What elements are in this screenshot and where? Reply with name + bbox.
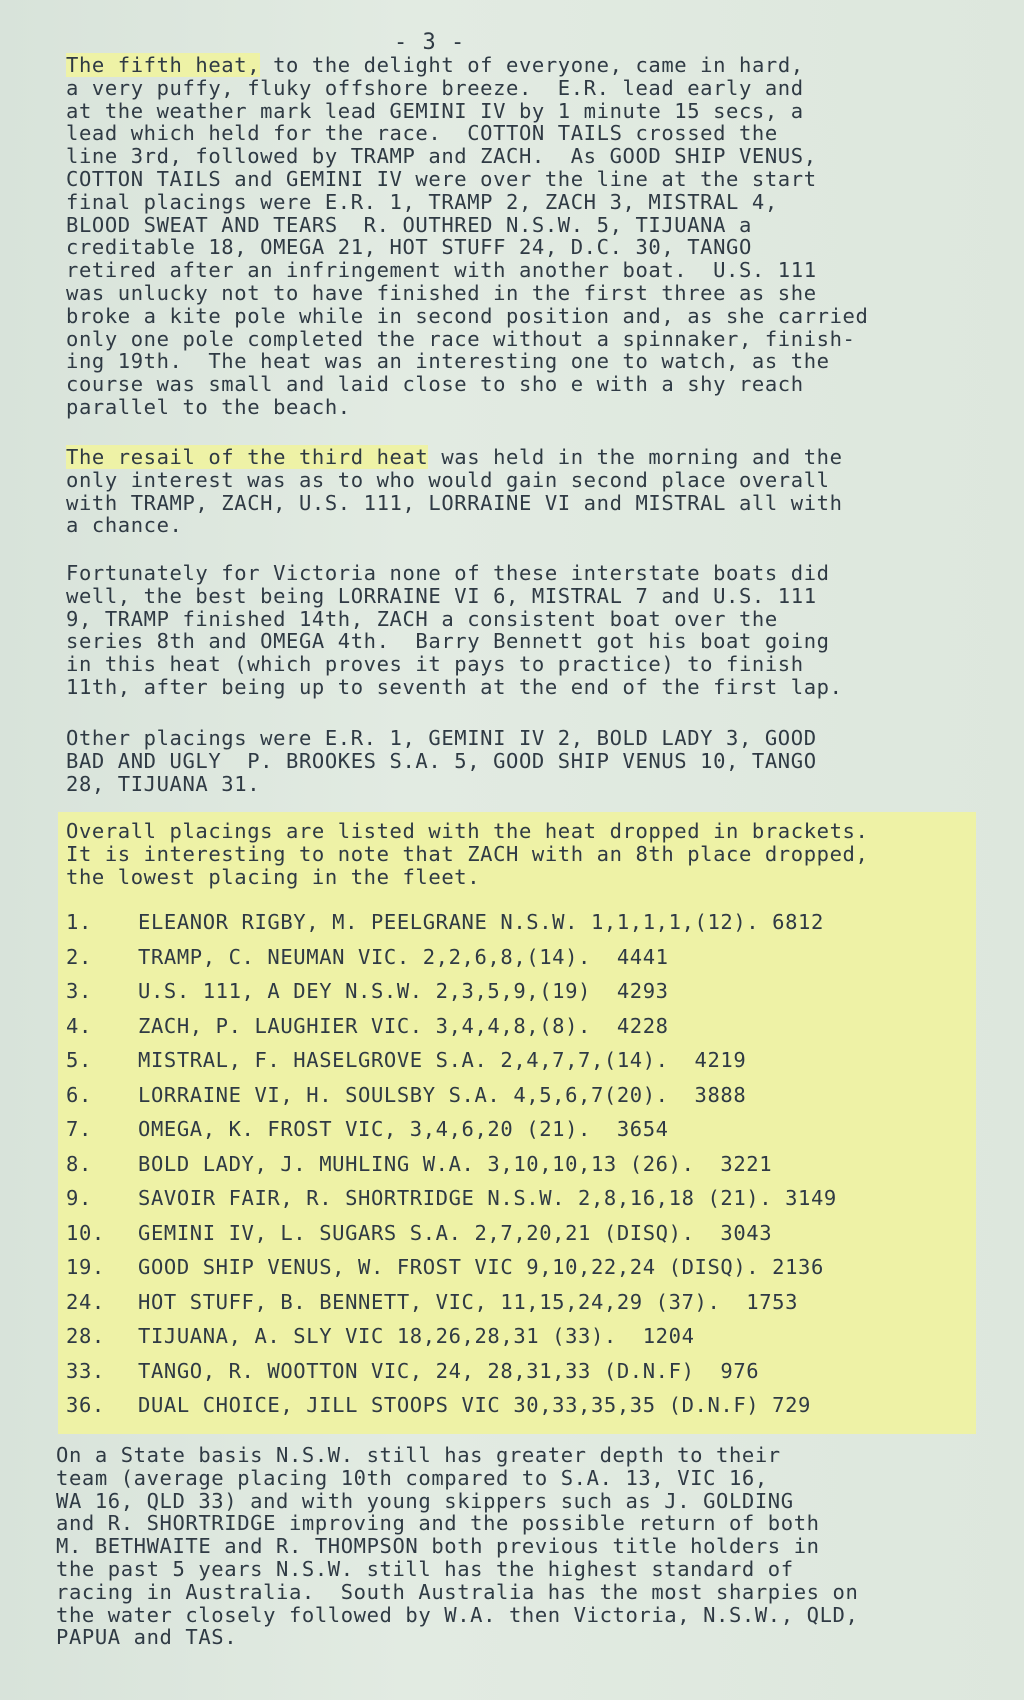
standing-row xyxy=(66,945,966,980)
paragraph-other-placings: Other placings were E.R. 1, GEMINI IV 2, BOLD LADY 3, GOOD BAD AND UGLY P. BROOKES S.A. 5, GOOD SHIP VENUS 10, TANGO 28, TIJUANA 31. xyxy=(66,726,817,796)
paragraph-fifth-heat xyxy=(66,54,986,419)
standing-entry: TRAMP, C. NEUMAN VIC. 2,2,6,8,(14). 4441 xyxy=(138,944,669,969)
standing-position: 6. xyxy=(66,1082,92,1107)
standing-position: 19. xyxy=(66,1255,105,1279)
highlight-resail: The resail of the third heat xyxy=(66,445,429,469)
standing-position: 28. xyxy=(66,1324,105,1348)
standing-entry: LORRAINE VI, H. SOULSBY S.A. 4,5,6,7(20). 3888 xyxy=(138,1082,747,1107)
standing-row xyxy=(66,1117,966,1152)
overall-placings-section xyxy=(58,812,976,1434)
standing-position: 10. xyxy=(66,1220,105,1245)
standing-position: 33. xyxy=(66,1358,105,1383)
standing-row xyxy=(66,1152,966,1187)
standing-entry: U.S. 111, A DEY N.S.W. 2,3,5,9,(19) 4293 xyxy=(138,979,669,1003)
standing-position: 36. xyxy=(66,1393,105,1417)
standing-position: 7. xyxy=(66,1117,92,1141)
standing-entry: ELEANOR RIGBY, M. PEELGRANE N.S.W. 1,1,1,1,(12). 6812 xyxy=(138,910,824,934)
highlight-fifth-heat: The fifth heat, xyxy=(66,53,261,77)
standing-entry: GEMINI IV, L. SUGARS S.A. 2,7,20,21 (DISQ). 3043 xyxy=(138,1220,773,1245)
fifth-heat-first-line: to the delight of everyone, came in hard, xyxy=(260,53,804,77)
standing-entry: DUAL CHOICE, JILL STOOPS VIC 30,33,35,35 (D.N.F) 729 xyxy=(138,1393,811,1417)
standing-entry: BOLD LADY, J. MUHLING W.A. 3,10,10,13 (26). 3221 xyxy=(138,1151,773,1176)
overall-intro: Overall placings are listed with the heat dropped in brackets. It is interesting to note that ZACH with an 8th place dropped, the lowest placing in the fleet. xyxy=(66,819,869,889)
resail-body: only interest was as to who would gain second place overall with TRAMP, ZACH, U.S. 111, LORRAINE VI and MISTRAL all with a chance. xyxy=(66,467,843,538)
standing-row xyxy=(66,1048,966,1083)
paragraph-resail xyxy=(66,446,986,537)
standing-row xyxy=(66,979,966,1014)
standing-position: 1. xyxy=(66,910,92,934)
standing-row xyxy=(66,1255,966,1290)
paragraph-state-basis: On a State basis N.S.W. still has greater depth to their team (average placing 10th compared to S.A. 13, VIC 16, WA 16, QLD 33) and with young skippers such as J. GOLDING and R. SHORTRIDGE improving and the possible return of both M. BETHWAITE and R. THOMPSON both previous title holders in the past 5 years N.S.W. still has the highest standard of racing in Australia. South Australia has the most sharpies on the water closely followed by W.A. then Victoria, N.S.W., QLD, PAPUA and TAS. xyxy=(56,1443,859,1650)
standing-row xyxy=(66,1324,966,1359)
standing-entry: ZACH, P. LAUGHIER VIC. 3,4,4,8,(8). 4228 xyxy=(138,1013,669,1038)
page-number: - 3 - xyxy=(394,30,466,55)
standing-row xyxy=(66,1014,966,1049)
standing-position: 3. xyxy=(66,979,92,1003)
standing-position: 24. xyxy=(66,1289,105,1314)
standing-row xyxy=(66,910,966,945)
standing-row xyxy=(66,1221,966,1256)
standing-entry: TIJUANA, A. SLY VIC 18,26,28,31 (33). 1204 xyxy=(138,1324,695,1348)
standing-entry: TANGO, R. WOOTTON VIC, 24, 28,31,33 (D.N.F) 976 xyxy=(138,1358,760,1383)
standing-entry: OMEGA, K. FROST VIC, 3,4,6,20 (21). 3654 xyxy=(138,1117,669,1141)
standing-position: 2. xyxy=(66,944,92,969)
standing-position: 5. xyxy=(66,1048,92,1072)
resail-first-line: was held in the morning and the xyxy=(428,445,843,469)
standing-position: 8. xyxy=(66,1151,92,1176)
standings-list xyxy=(66,910,966,1428)
standing-row xyxy=(66,1393,966,1428)
standing-position: 9. xyxy=(66,1186,92,1210)
standing-entry: MISTRAL, F. HASELGROVE S.A. 2,4,7,7,(14). 4219 xyxy=(138,1048,747,1072)
fifth-heat-body: a very puffy, fluky offshore breeze. E.R. lead early and at the weather mark lead GEMINI IV by 1 minute 15 secs, a lead which held for the race. COTTON TAILS crossed the line 3rd, followed by TRAMP and ZACH. As GOOD SHIP VENUS, COTTON TAILS and GEMINI IV were over the line at the start final placings were E.R. 1, TRAMP 2, ZACH 3, MISTRAL 4, BLOOD SWEAT AND TEARS R. OUTHRED N.S.W. 5, TIJUANA a creditable 18, OMEGA 21, HOT STUFF 24, D.C. 30, TANGO retired after an infringement with another boat. U.S. 111 was unlucky not to have finished in the first three as she broke a kite pole while in second position and, as she carried only one pole completed the race without a spinnaker, finish- ing 19th. The heat was an interesting one to watch, as the course was small and laid close to sho e with a shy reach parallel to the beach. xyxy=(66,75,869,419)
standing-entry: GOOD SHIP VENUS, W. FROST VIC 9,10,22,24 (DISQ). 2136 xyxy=(138,1255,824,1279)
standing-entry: SAVOIR FAIR, R. SHORTRIDGE N.S.W. 2,8,16,18 (21). 3149 xyxy=(138,1186,837,1210)
standing-position: 4. xyxy=(66,1013,92,1038)
standing-row xyxy=(66,1186,966,1221)
standing-row xyxy=(66,1359,966,1394)
standing-entry: HOT STUFF, B. BENNETT, VIC, 11,15,24,29 (37). 1753 xyxy=(138,1289,799,1314)
standing-row xyxy=(66,1083,966,1118)
paragraph-victoria: Fortunately for Victoria none of these interstate boats did well, the best being LORRAINE VI 6, MISTRAL 7 and U.S. 111 9, TRAMP finished 14th, ZACH a consistent boat over the series 8th and OMEGA 4th. Barry Bennett got his boat going in this heat (which proves it pays to practice) to finish 11th, after being up to seventh at the end of the first lap. xyxy=(66,561,843,699)
standing-row xyxy=(66,1290,966,1325)
